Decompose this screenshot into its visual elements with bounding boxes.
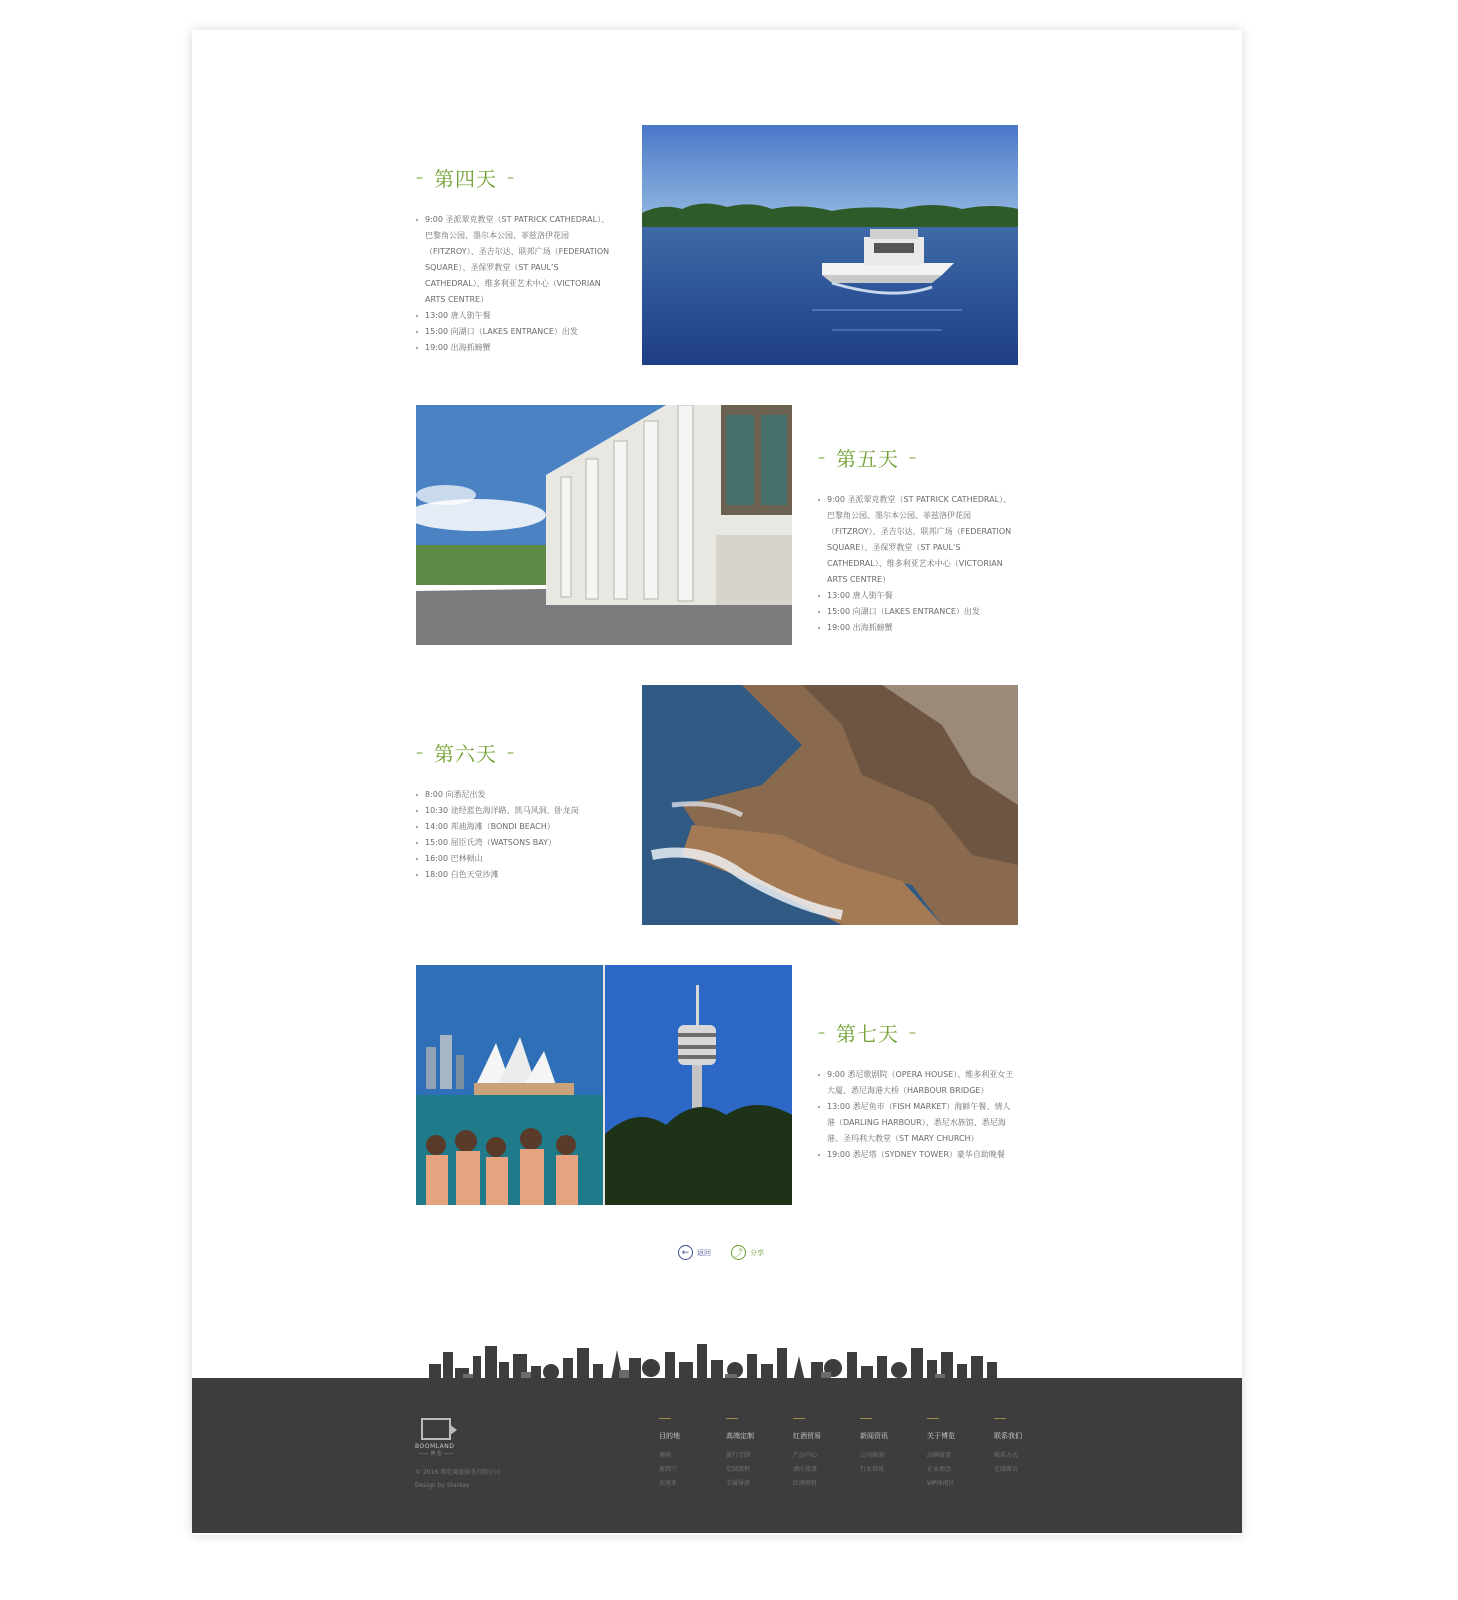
back-button[interactable]: [678, 1245, 711, 1260]
itinerary-list: [818, 492, 1018, 636]
day-block-4: [416, 125, 1018, 365]
itinerary-item: 19:00 悉尼塔（SYDNEY TOWER）豪华自助晚餐: [818, 1147, 1018, 1163]
footer-col-news: [860, 1418, 927, 1491]
itinerary-item: 15:00 向湖口（LAKES ENTRANCE）出发: [818, 604, 1018, 620]
itinerary-item: 13:00 唐人街午餐: [818, 588, 1018, 604]
footer-col-title[interactable]: 高端定制: [726, 1432, 754, 1440]
copyright-text: © 2016 博览商旅服务有限公司: [415, 1469, 501, 1476]
logo-text: BOOMLAND: [415, 1443, 455, 1450]
itinerary-item: 10:30 途经蓝色海洋路、凯马风洞、卧龙岗: [416, 803, 616, 819]
footer-nav: [659, 1418, 1061, 1491]
day-title: – 第六天 –: [416, 742, 515, 766]
logo-icon: [421, 1418, 451, 1440]
footer-link[interactable]: 旅行定制: [726, 1452, 751, 1459]
footer-link[interactable]: 企业理念: [927, 1466, 952, 1473]
page-actions: [678, 1245, 764, 1260]
footer-col-title[interactable]: 关于博览: [927, 1432, 955, 1440]
library-photo: [416, 405, 792, 645]
itinerary-item: 9:00 圣派翠克教堂（ST PATRICK CATHEDRAL）、巴黎角公园、墨尔本公园、菲兹洛伊花园（FITZROY）、圣吉尔达、联邦广场（FEDERATION SQUARE）、圣保罗教堂（ST PAUL’S CATHEDRAL）、维多利亚艺术中心（VICTORIAN ARTS CENTRE）: [818, 492, 1018, 588]
footer-link[interactable]: 行业资讯: [860, 1466, 885, 1473]
itinerary-item: 18:00 白色天堂沙滩: [416, 867, 616, 883]
footer-col-destinations: [659, 1418, 726, 1491]
share-label: 分享: [750, 1248, 764, 1257]
arrow-left-icon: ←: [678, 1245, 693, 1260]
footer-link[interactable]: 酒庄故事: [793, 1466, 818, 1473]
itinerary-list: [416, 212, 616, 356]
day-text: [416, 738, 616, 883]
itinerary-item: 14:00 邦迪海滩（BONDI BEACH）: [416, 819, 616, 835]
itinerary-item: 9:00 悉尼歌剧院（OPERA HOUSE）、维多利亚女王大厦、悉尼海港大桥（HARBOUR BRIDGE）: [818, 1067, 1018, 1099]
itinerary-item: 13:00 悉尼鱼市（FISH MARKET）海鲜午餐、情人港（DARLING HARBOUR）、悉尼水族馆、悉尼海港、圣玛利大教堂（ST MARY CHURCH）: [818, 1099, 1018, 1147]
itinerary-item: 15:00 屈臣氏湾（WATSONS BAY）: [416, 835, 616, 851]
day-title: – 第七天 –: [818, 1022, 917, 1046]
day-text: [818, 1018, 1018, 1163]
footer-link[interactable]: 在线留言: [994, 1466, 1019, 1473]
footer-col-wine: [793, 1418, 860, 1491]
footer-link[interactable]: 新西兰: [659, 1466, 678, 1473]
footer-col-title[interactable]: 红酒贸易: [793, 1432, 821, 1440]
itinerary-item: 16:00 巴林顿山: [416, 851, 616, 867]
footer-link[interactable]: 品牌故事: [927, 1452, 952, 1459]
footer-col-contact: [994, 1418, 1061, 1491]
sydney-photo: [416, 965, 792, 1205]
itinerary-item: 19:00 出海抓螃蟹: [818, 620, 1018, 636]
day-text: [818, 443, 1018, 636]
footer-col-title[interactable]: 目的地: [659, 1432, 680, 1440]
itinerary-list: [416, 787, 616, 883]
footer-link[interactable]: 公司新闻: [860, 1452, 885, 1459]
footer-col-title[interactable]: 联系我们: [994, 1432, 1022, 1440]
itinerary-item: 19:00 出海抓螃蟹: [416, 340, 616, 356]
share-icon: ⤴: [731, 1245, 746, 1260]
day-block-7: [416, 965, 1018, 1205]
coast-photo: [642, 685, 1018, 925]
footer-col-custom: [726, 1418, 793, 1491]
footer-link[interactable]: 定制流程: [726, 1466, 751, 1473]
footer-link[interactable]: 专属导游: [726, 1480, 751, 1487]
day-title: – 第四天 –: [416, 167, 515, 191]
footer-logo[interactable]: [415, 1418, 457, 1457]
day-text: [416, 163, 616, 356]
site-footer: [192, 1378, 1242, 1533]
footer-link[interactable]: 东南亚: [659, 1480, 678, 1487]
itinerary-item: 9:00 圣派翠克教堂（ST PATRICK CATHEDRAL）、巴黎角公园、墨尔本公园、菲兹洛伊花园（FITZROY）、圣吉尔达、联邦广场（FEDERATION SQUARE）、圣保罗教堂（ST PAUL’S CATHEDRAL）、维多利亚艺术中心（VICTORIAN ARTS CENTRE）: [416, 212, 616, 308]
day-title: – 第五天 –: [818, 447, 917, 471]
footer-col-title[interactable]: 新闻资讯: [860, 1432, 888, 1440]
footer-col-about: [927, 1418, 994, 1491]
footer-link[interactable]: 联系方式: [994, 1452, 1019, 1459]
footer-link[interactable]: 红酒资料: [793, 1480, 818, 1487]
itinerary-item: 15:00 向湖口（LAKES ENTRANCE）出发: [416, 324, 616, 340]
day-block-5: [416, 405, 1018, 645]
footer-link[interactable]: 产品中心: [793, 1452, 818, 1459]
logo-subtext: —— 博 览 ——: [418, 1451, 454, 1457]
share-button[interactable]: [731, 1245, 764, 1260]
design-credit: Design by Starkay: [415, 1482, 470, 1489]
yacht-photo: [642, 125, 1018, 365]
itinerary-item: 8:00 向悉尼出发: [416, 787, 616, 803]
copyright: [415, 1466, 500, 1492]
itinerary-list: [818, 1067, 1018, 1163]
footer-link[interactable]: VIP休闲区: [927, 1480, 955, 1487]
back-label: 返回: [697, 1248, 711, 1257]
itinerary-item: 13:00 唐人街午餐: [416, 308, 616, 324]
footer-link[interactable]: 澳洲: [659, 1452, 672, 1459]
day-block-6: [416, 685, 1018, 925]
